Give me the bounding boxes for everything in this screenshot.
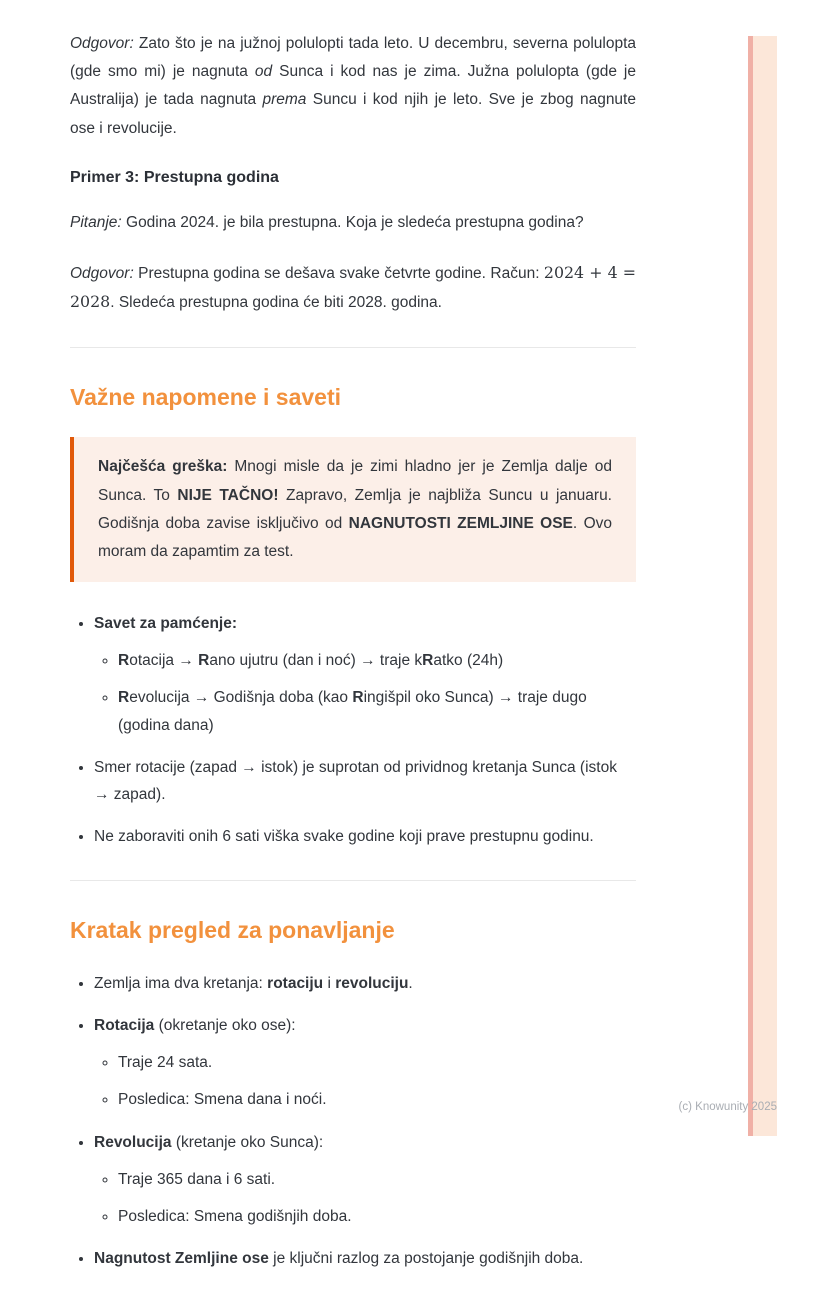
list-item-text: Zemlja ima dva kretanja: rotaciju i revoluciju. xyxy=(94,975,413,993)
sublist-item-text: Rotacija → Rano ujutru (dan i noć) → traje kRatko (24h) xyxy=(118,652,504,670)
list-item-dva-kretanja xyxy=(94,970,636,997)
paragraph-question-leap-year: Pitanje: Godina 2024. je bila prestupna. Koja je sledeća prestupna godina? xyxy=(70,213,584,231)
savet-sublist xyxy=(94,647,636,738)
page-edge-decoration xyxy=(748,36,777,1136)
sublist-item-text: Revolucija → Godišnja doba (kao Ringišpil oko Sunca) → traje dugo (godina dana) xyxy=(118,689,587,734)
section-divider xyxy=(70,347,636,348)
list-item-text: Smer rotacije (zapad → istok) je suprotan od prividnog kretanja Sunca (istok → zapad). xyxy=(94,758,617,803)
list-item-rotacija xyxy=(94,1012,636,1113)
sublist-item-revolucija xyxy=(118,684,636,738)
sublist-item-text: Posledica: Smena dana i noći. xyxy=(118,1091,327,1109)
sublist-item-text: Traje 24 sata. xyxy=(118,1054,213,1072)
sublist-item-posledica-dan-noc xyxy=(118,1086,636,1113)
heading-notes-and-tips: Važne napomene i saveti xyxy=(70,384,342,411)
paragraph-answer-seasons: Odgovor: Zato što je na južnoj polulopti tada leto. U decembru, severna polulopta (gde smo mi) je nagnuta od Sunca i kod nas je zima. Južna polulopta (gde je Australija) je tada nagnuta prema Suncu i kod njih je leto. Sve je zbog nagnute ose i revolucije. xyxy=(70,35,636,137)
list-item-text: Nagnutost Zemljine ose je ključni razlog za postojanje godišnjih doba. xyxy=(94,1249,584,1267)
list-item-leap-reminder xyxy=(94,823,636,850)
revolucija-sublist xyxy=(94,1166,636,1230)
sublist-item-posledica-doba xyxy=(118,1203,636,1230)
review-list xyxy=(70,970,636,1272)
list-item-text: Revolucija (kretanje oko Sunca): xyxy=(94,1133,324,1151)
list-item-revolucija xyxy=(94,1129,636,1230)
list-item-text: Rotacija (okretanje oko ose): xyxy=(94,1017,296,1035)
footer-credit: (c) Knowunity 2025 xyxy=(678,1101,777,1113)
sublist-item-traje-365 xyxy=(118,1166,636,1193)
strip-band xyxy=(753,36,777,1136)
heading-primer-3: Primer 3: Prestupna godina xyxy=(70,168,279,186)
document-content xyxy=(70,30,636,1298)
list-item-savet xyxy=(94,610,636,739)
rotacija-sublist xyxy=(94,1049,636,1113)
list-item-nagnutost xyxy=(94,1245,636,1272)
sublist-item-rotacija xyxy=(118,647,636,674)
callout-common-mistake xyxy=(70,437,636,582)
list-item-smer-rotacije xyxy=(94,754,636,808)
paragraph-answer-leap-year: Odgovor: Prestupna godina se dešava svake četvrte godine. Račun: 2024 + 4 = 2028. Sledeća prestupna godina će biti 2028. godina. xyxy=(70,263,636,312)
sublist-item-text: Posledica: Smena godišnjih doba. xyxy=(118,1207,352,1225)
section-divider xyxy=(70,880,636,881)
sublist-item-traje-24 xyxy=(118,1049,636,1076)
heading-review: Kratak pregled za ponavljanje xyxy=(70,917,395,944)
tips-list xyxy=(70,610,636,850)
sublist-item-text: Traje 365 dana i 6 sati. xyxy=(118,1170,276,1188)
callout-text: Najčešća greška: Mnogi misle da je zimi hladno jer je Zemlja dalje od Sunca. To NIJE TAČNO! Zapravo, Zemlja je najbliža Suncu u januaru. Godišnja doba zavise isključivo od NAGNUTOSTI ZEMLJINE OSE. Ovo moram da zapamtim za test. xyxy=(98,458,612,561)
list-item-text: Ne zaboraviti onih 6 sati viška svake godine koji prave prestupnu godinu. xyxy=(94,827,594,845)
list-item-text: Savet za pamćenje: xyxy=(94,615,238,633)
